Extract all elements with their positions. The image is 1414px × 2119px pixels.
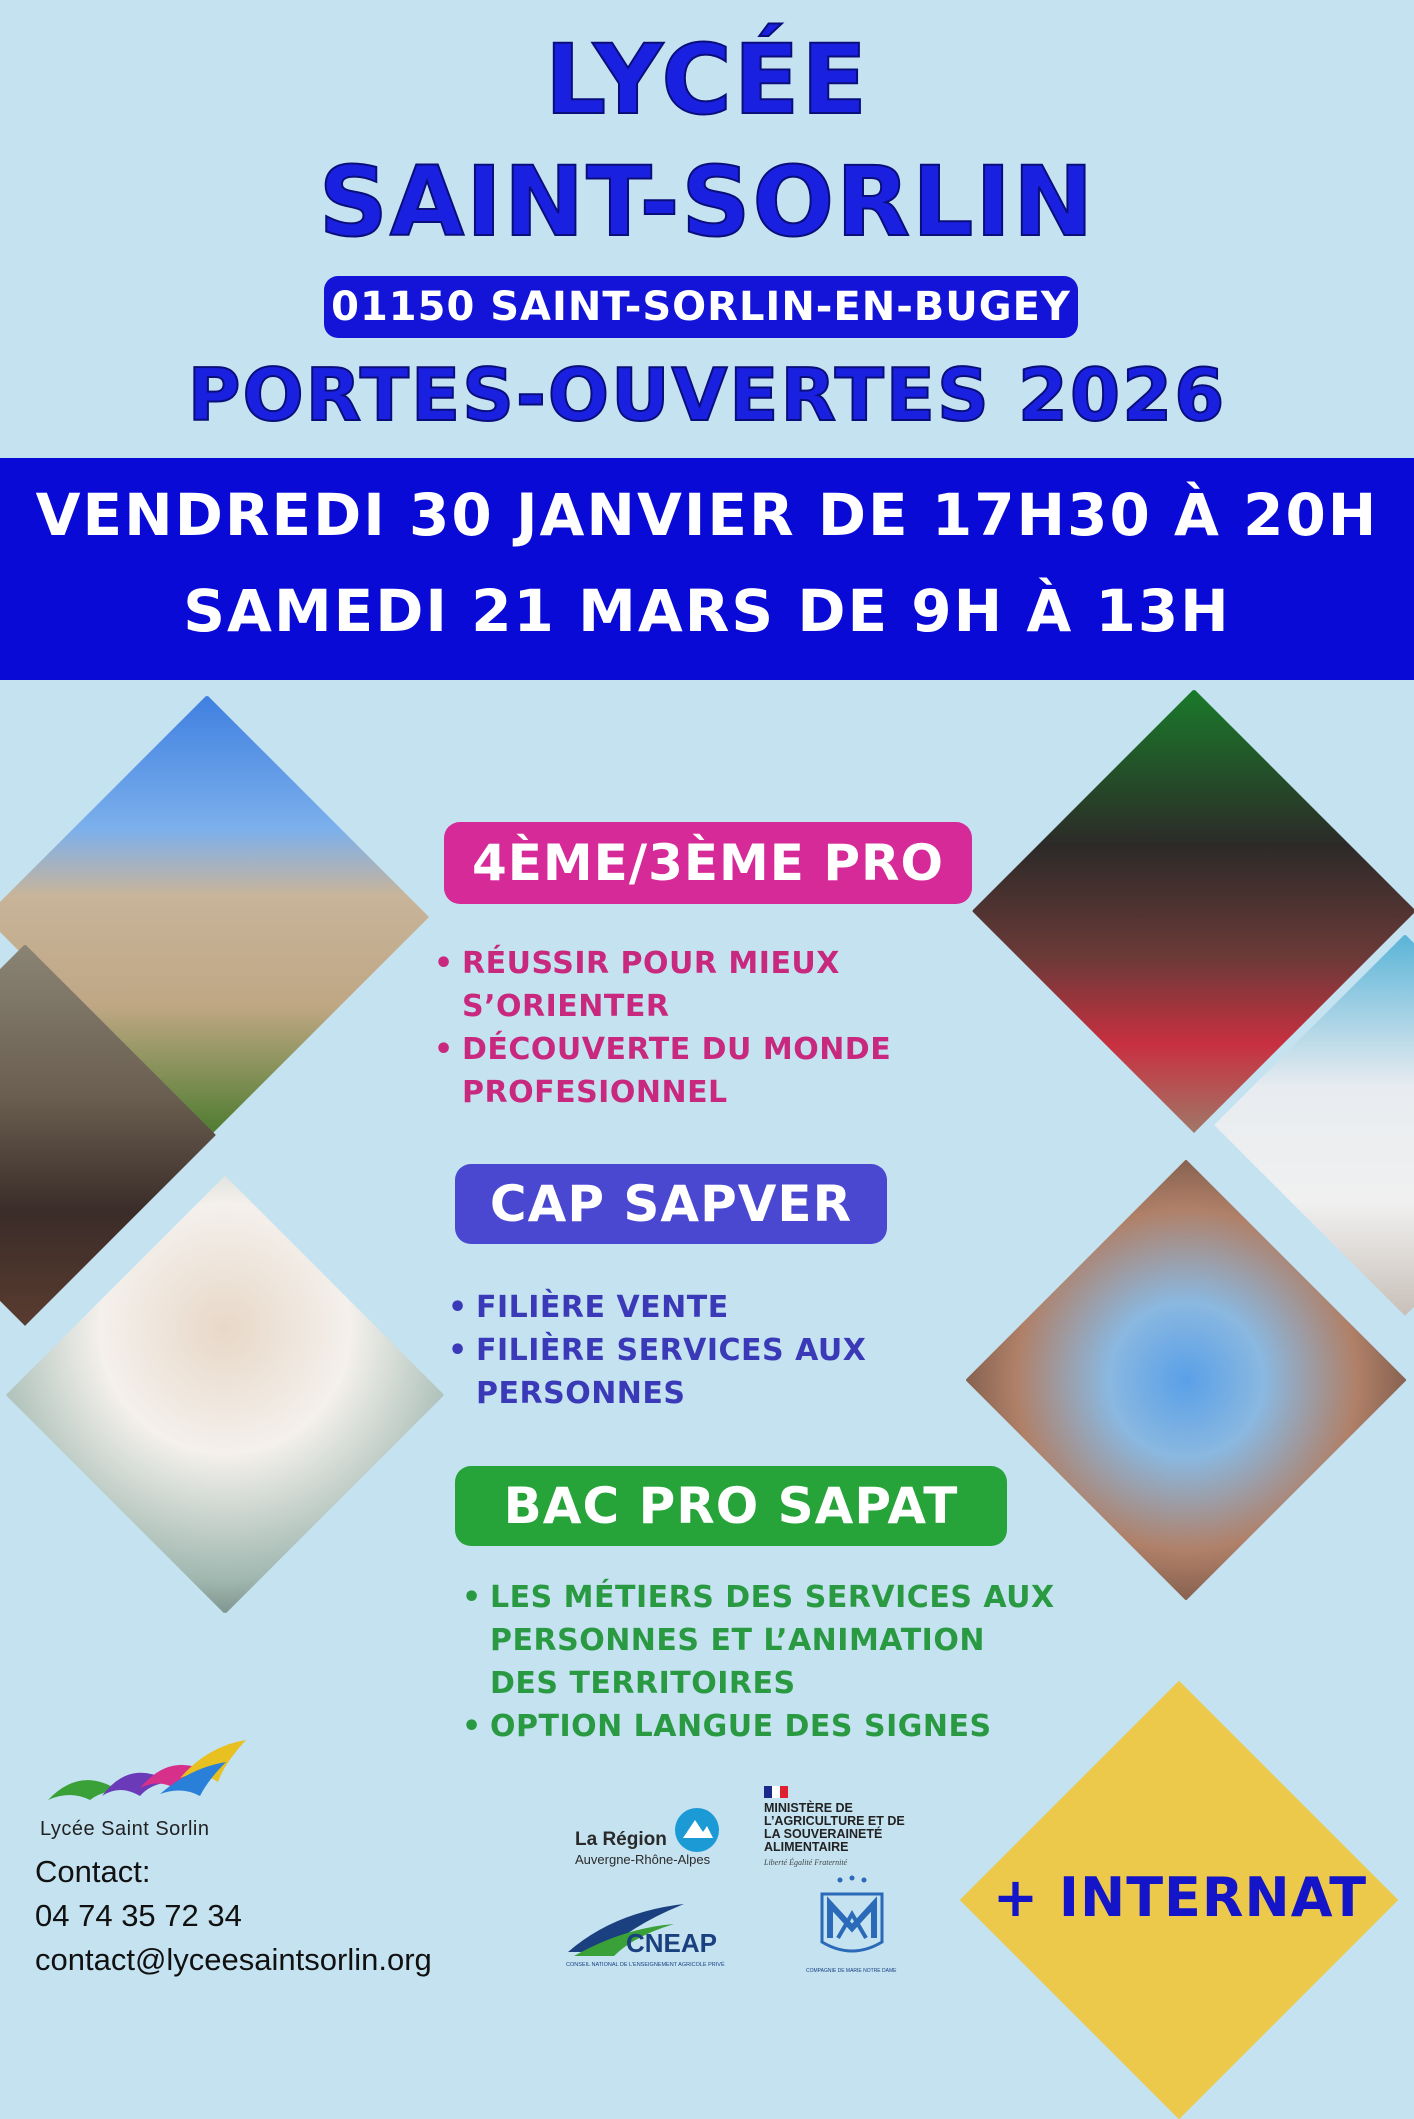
- region-subtitle: Auvergne-Rhône-Alpes: [575, 1852, 711, 1867]
- compagnie-marie-logo-icon: [812, 1874, 892, 1964]
- cneap-logo-icon: [564, 1898, 734, 1962]
- title-lycee: LYCÉE: [545, 24, 869, 136]
- contact-email: contact@lyceesaintsorlin.org: [35, 1942, 432, 1977]
- list-item: • FILIÈRE SERVICES AUX PERSONNES: [446, 1329, 916, 1415]
- program-list-bac-pro-sapat: [460, 1576, 1060, 1748]
- list-item: • DÉCOUVERTE DU MONDE PROFESIONNEL: [432, 1028, 932, 1114]
- event-title: PORTES-OUVERTES 2026: [187, 353, 1227, 437]
- cneap-subtitle: CONSEIL NATIONAL DE L’ENSEIGNEMENT AGRICOLE PRIVÉ: [566, 1962, 725, 1968]
- compagnie-marie-subtitle: COMPAGNIE DE MARIE NOTRE DAME: [806, 1968, 897, 1974]
- contact-phone: 04 74 35 72 34: [35, 1898, 242, 1933]
- cneap-text: CNEAP: [626, 1928, 718, 1958]
- title-school-name: SAINT-SORLIN: [318, 146, 1096, 258]
- address-badge: 01150 SAINT-SORLIN-EN-BUGEY: [324, 276, 1078, 338]
- list-item: • FILIÈRE VENTE: [446, 1286, 916, 1329]
- date-line-2: SAMEDI 21 MARS DE 9H À 13H: [183, 577, 1231, 645]
- list-item: • LES MÉTIERS DES SERVICES AUX PERSONNES ET L’ANIMATION DES TERRITOIRES: [460, 1576, 1060, 1705]
- list-item: • OPTION LANGUE DES SIGNES: [460, 1705, 1060, 1748]
- program-pill-4e3e-pro: 4ÈME/3ÈME PRO: [444, 822, 972, 904]
- program-list-cap-sapver: [446, 1286, 916, 1415]
- school-logo-name: Lycée Saint Sorlin: [40, 1818, 210, 1840]
- internat-label: + INTERNAT: [992, 1866, 1368, 1929]
- region-name: La Région: [575, 1829, 667, 1850]
- ministry-name: MINISTÈRE DE L’AGRICULTURE ET DE LA SOUVERAINETÉ ALIMENTAIRE: [764, 1801, 905, 1854]
- ministry-motto: Liberté Égalité Fraternité: [764, 1858, 848, 1867]
- list-item: • RÉUSSIR POUR MIEUX S’ORIENTER: [432, 942, 932, 1028]
- date-line-1: VENDREDI 30 JANVIER DE 17H30 À 20H: [35, 481, 1379, 549]
- program-pill-bac-pro-sapat: BAC PRO SAPAT: [455, 1466, 1007, 1546]
- program-list-4e3e-pro: [432, 942, 932, 1114]
- school-logo-icon: [40, 1738, 260, 1818]
- marianne-flag-icon: [764, 1786, 788, 1798]
- contact-label: Contact:: [35, 1854, 151, 1889]
- program-pill-cap-sapver: CAP SAPVER: [455, 1164, 887, 1244]
